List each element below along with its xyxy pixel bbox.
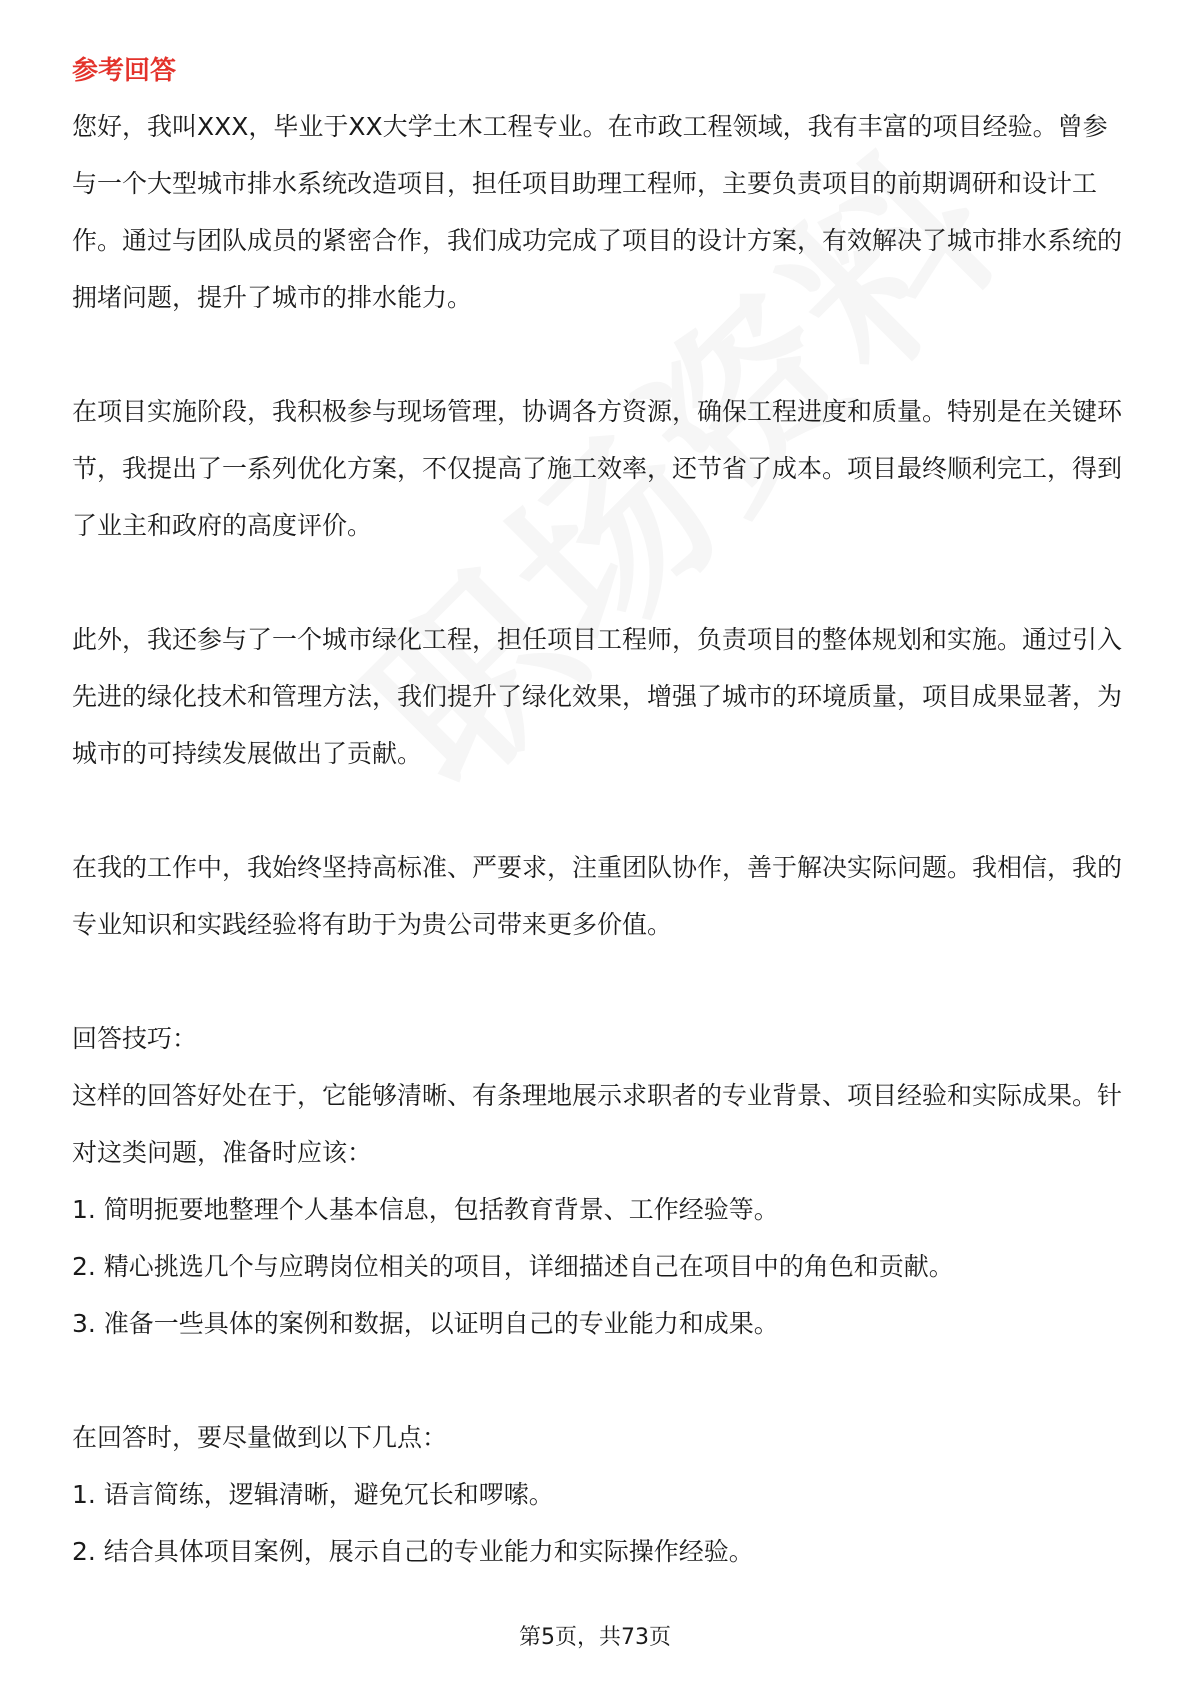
page-number-footer: 第5页，共73页 — [519, 1625, 671, 1650]
answer-paragraph-3: 此外，我还参与了一个城市绿化工程，担任项目工程师，负责项目的整体规划和实施。通过引入先进的绿化技术和管理方法，我们提升了绿化效果，增强了城市的环境质量，项目成果显著，为城市的可持续发展做出了贡献。 — [72, 625, 1123, 768]
section-title: 参考回答 — [72, 56, 177, 86]
paragraph-spacer — [72, 326, 1132, 383]
answer-paragraph-1: 您好，我叫XXX，毕业于XX大学土木工程专业。在市政工程领域，我有丰富的项目经验。曾参与一个大型城市排水系统改造项目，担任项目助理工程师，主要负责项目的前期调研和设计工作。通过与团队成员的紧密合作，我们成功完成了项目的设计方案，有效解决了城市排水系统的拥堵问题，提升了城市的排水能力。 — [72, 112, 1123, 312]
paragraph-spacer — [72, 953, 1132, 1010]
paragraph-spacer — [72, 782, 1132, 839]
tips-item-3: 3. 准备一些具体的案例和数据，以证明自己的专业能力和成果。 — [72, 1309, 779, 1338]
tips-intro: 这样的回答好处在于，它能够清晰、有条理地展示求职者的专业背景、项目经验和实际成果。针对这类问题，准备时应该： — [72, 1081, 1123, 1167]
answer-paragraph-4: 在我的工作中，我始终坚持高标准、严要求，注重团队协作，善于解决实际问题。我相信，我的专业知识和实践经验将有助于为贵公司带来更多价值。 — [72, 853, 1123, 939]
document-body — [72, 44, 1132, 1580]
points-item-2: 2. 结合具体项目案例，展示自己的专业能力和实际操作经验。 — [72, 1537, 754, 1566]
tips-item-1: 1. 简明扼要地整理个人基本信息，包括教育背景、工作经验等。 — [72, 1195, 779, 1224]
answer-paragraph-2: 在项目实施阶段，我积极参与现场管理，协调各方资源，确保工程进度和质量。特别是在关键环节，我提出了一系列优化方案，不仅提高了施工效率，还节省了成本。项目最终顺利完工，得到了业主和政府的高度评价。 — [72, 397, 1123, 540]
tips-heading: 回答技巧： — [72, 1024, 198, 1053]
paragraph-spacer — [72, 1352, 1132, 1409]
points-heading: 在回答时，要尽量做到以下几点： — [72, 1423, 448, 1452]
points-item-1: 1. 语言简练，逻辑清晰，避免冗长和啰嗦。 — [72, 1480, 554, 1509]
paragraph-spacer — [72, 554, 1132, 611]
tips-item-2: 2. 精心挑选几个与应聘岗位相关的项目，详细描述自己在项目中的角色和贡献。 — [72, 1252, 954, 1281]
